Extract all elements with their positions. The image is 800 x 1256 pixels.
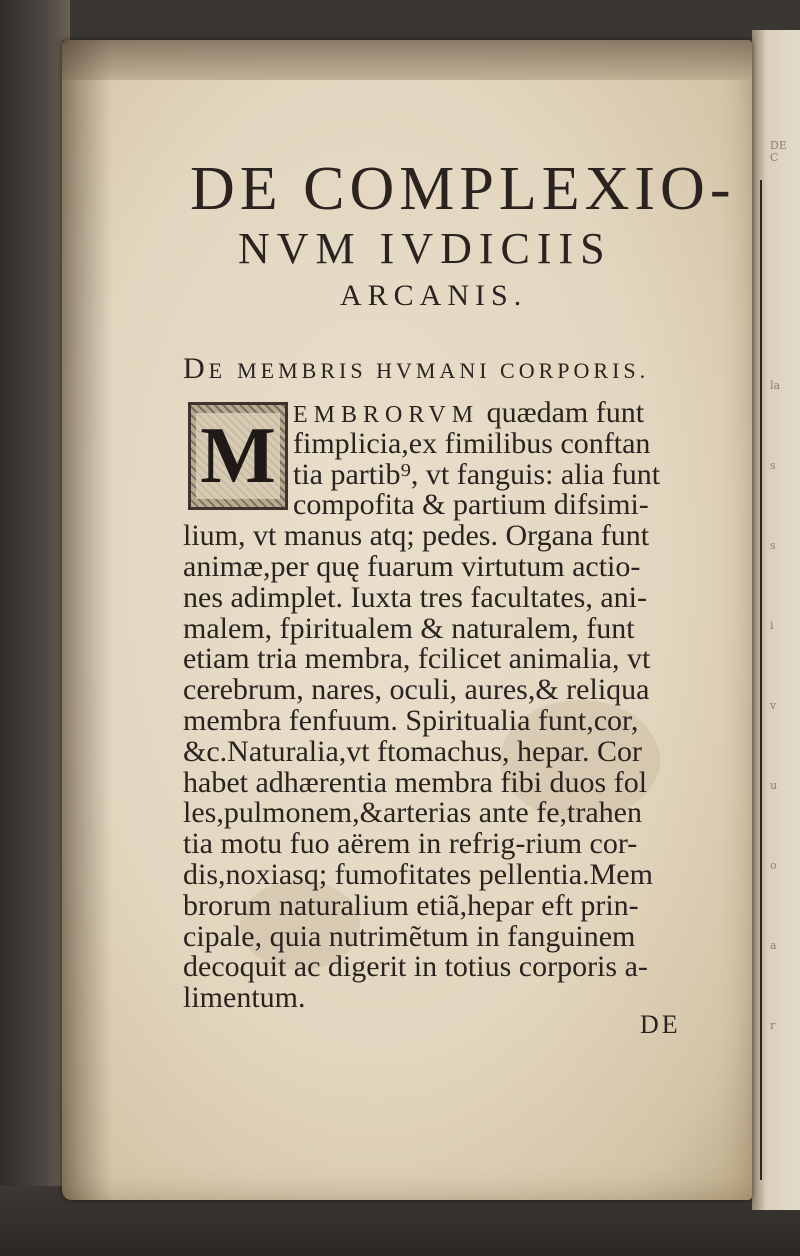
text-line: etiam tria membra, fcilicet animalia, vt: [183, 642, 651, 676]
text-line: habet adhærentia membra fibi duos fol: [183, 765, 648, 799]
text-line: dis,noxiasq; fumofitates pellentia.Mem: [183, 857, 653, 891]
text-line: cerebrum, nares, oculi, aures,& reliqua: [183, 673, 650, 707]
small-caps-word: EMBRORVM: [293, 402, 480, 428]
text-line: fimplicia,ex fimilibus conftan: [293, 426, 651, 460]
chapter-heading: [180, 155, 740, 317]
text-line: animæ,per quę fuarum virtutum actio-: [183, 549, 641, 583]
page-top-shadow: [62, 40, 752, 80]
text-line: nes adimplet. Iuxta tres facultates, ani-: [183, 580, 647, 614]
bleed-through-text: o: [770, 860, 777, 872]
body-paragraph: [183, 398, 728, 1014]
bleed-through-text: i: [770, 620, 774, 632]
page-gutter-shadow: [62, 40, 112, 1200]
section-title-initial-rest: E: [208, 358, 227, 383]
bleed-through-text: u: [770, 780, 778, 792]
text-line: brorum naturalium etiã,hepar eft prin-: [183, 888, 639, 922]
section-title-text: MEMBRIS HVMANI CORPORIS.: [237, 358, 650, 383]
text-line: tia partib⁹, vt fanguis: alia funt: [293, 457, 661, 491]
page-fold-line: [760, 180, 762, 1180]
heading-line-2: NVM IVDICIIS: [238, 224, 612, 273]
text-line: [183, 398, 728, 429]
heading-line-1: DE COMPLEXIO-: [190, 155, 736, 223]
text-line: les,pulmonem,&arterias ante fe,trahen: [183, 796, 642, 830]
heading-line-3: ARCANIS.: [340, 279, 528, 312]
section-title-initial: D: [183, 352, 209, 385]
text-line: malem, fpiritualem & naturalem, funt: [183, 611, 635, 645]
bleed-through-text: v: [770, 700, 777, 712]
text-line: &c.Naturalia,vt ftomachus, hepar. Cor: [183, 734, 643, 768]
scanner-background-left: [0, 0, 70, 1256]
text-line: cipale, quia nutrimẽtum in fanguinem: [183, 919, 636, 953]
text-line: compofita & partium difsimi-: [293, 488, 649, 522]
bleed-through-text: s: [770, 460, 776, 472]
text-line: membra fenfuum. Spiritualia funt,cor,: [183, 703, 639, 737]
bleed-through-text: a: [770, 940, 777, 952]
bleed-through-text: s: [770, 540, 776, 552]
bleed-through-text: DE C: [770, 140, 787, 165]
text-line: limentum.: [183, 981, 306, 1015]
text-line-rest: quædam funt: [479, 396, 645, 429]
text-line: lium, vt manus atq; pedes. Organa funt: [183, 519, 650, 553]
bleed-through-text: r: [770, 1020, 776, 1032]
text-line: decoquit ac digerit in totius corporis a-: [183, 950, 648, 984]
decorated-initial-letter: M: [196, 413, 280, 499]
text-line: tia motu fuo aërem in refrig-rium cor-: [183, 827, 638, 861]
section-title: [183, 352, 649, 386]
catchword: DE: [640, 1010, 681, 1039]
bleed-through-text: la: [770, 380, 781, 392]
